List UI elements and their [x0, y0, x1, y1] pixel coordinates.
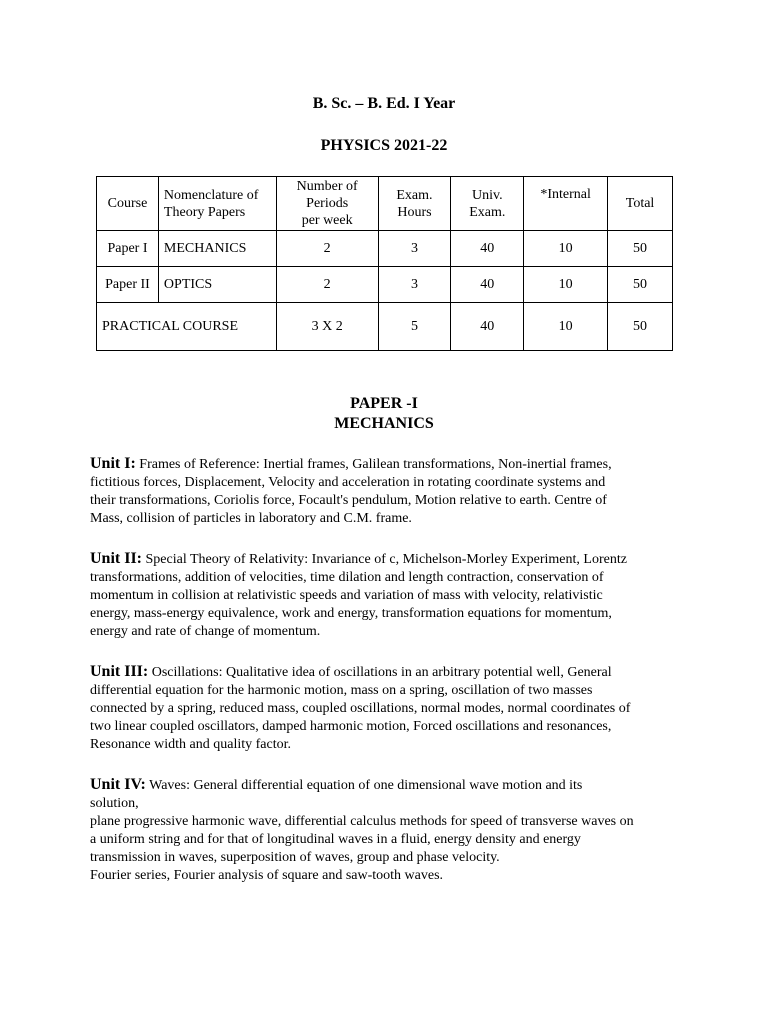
unit-line: Unit III: Oscillations: Qualitative idea of oscillations in an arbitrary potential well, General: [90, 663, 612, 680]
unit-line: momentum in collision at relativistic speeds and variation of mass with velocity, relativistic: [90, 588, 603, 603]
cell-total: 50: [608, 267, 673, 303]
unit-4-section: [90, 776, 690, 885]
cell-periods: 2: [276, 231, 378, 267]
cell-course: Paper I: [97, 231, 159, 267]
unit-line: Unit IV: Waves: General differential equation of one dimensional wave motion and its: [90, 776, 583, 793]
cell-periods: 3 X 2: [276, 303, 378, 351]
header-course: Course: [97, 177, 159, 231]
cell-internal: 10: [524, 267, 608, 303]
header-exam-hours: Exam. Hours: [378, 177, 451, 231]
unit-line: connected by a spring, reduced mass, coupled oscillations, normal modes, normal coordinates of: [90, 701, 631, 716]
unit-3-section: [90, 663, 690, 754]
unit-label: Unit IV:: [90, 776, 146, 793]
table-header-row: [97, 177, 673, 231]
cell-exam-hours: 5: [378, 303, 451, 351]
unit-line: Fourier series, Fourier analysis of square and saw-tooth waves.: [90, 868, 444, 883]
cell-univ-exam: 40: [451, 231, 524, 267]
unit-line: solution,: [90, 796, 139, 811]
header-periods: Number of Periods per week: [276, 177, 378, 231]
unit-line: Unit II: Special Theory of Relativity: Invariance of c, Michelson-Morley Experiment, Lorentz: [90, 550, 627, 567]
cell-periods: 2: [276, 267, 378, 303]
unit-line: fictitious forces, Displacement, Velocity and acceleration in rotating coordinate systems and: [90, 475, 606, 490]
unit-line: differential equation for the harmonic motion, mass on a spring, oscillation of two masses: [90, 683, 593, 698]
paper-title: PAPER -I: [350, 395, 418, 412]
course-table: [96, 176, 673, 351]
cell-total: 50: [608, 231, 673, 267]
cell-total: 50: [608, 303, 673, 351]
header-nomenclature: Nomenclature of Theory Papers: [158, 177, 276, 231]
unit-line: their transformations, Coriolis force, Focault's pendulum, Motion relative to earth. Centre of: [90, 493, 607, 508]
unit-line: energy and rate of change of momentum.: [90, 624, 321, 639]
unit-line: transformations, addition of velocities, time dilation and length contraction, conservation of: [90, 570, 604, 585]
unit-line: transmission in waves, superposition of waves, group and phase velocity.: [90, 850, 500, 865]
cell-univ-exam: 40: [451, 267, 524, 303]
table-row: [97, 303, 673, 351]
unit-line: Resonance width and quality factor.: [90, 737, 291, 752]
cell-internal: 10: [524, 303, 608, 351]
header-internal: *Internal: [524, 177, 608, 231]
unit-line: two linear coupled oscillators, damped harmonic motion, Forced oscillations and resonances,: [90, 719, 612, 734]
cell-univ-exam: 40: [451, 303, 524, 351]
table-row: [97, 267, 673, 303]
cell-internal: 10: [524, 231, 608, 267]
unit-label: Unit III:: [90, 663, 149, 680]
table-row: [97, 231, 673, 267]
unit-label: Unit I:: [90, 455, 136, 472]
unit-line: Mass, collision of particles in laboratory and C.M. frame.: [90, 511, 412, 526]
header-univ-exam: Univ. Exam.: [451, 177, 524, 231]
unit-line: Unit I: Frames of Reference: Inertial frames, Galilean transformations, Non-inertial frames,: [90, 455, 612, 472]
unit-1-section: [90, 455, 690, 528]
cell-course: Paper II: [97, 267, 159, 303]
unit-label: Unit II:: [90, 550, 143, 567]
paper-name: MECHANICS: [334, 415, 434, 432]
unit-line: a uniform string and for that of longitudinal waves in a fluid, energy density and energy: [90, 832, 581, 847]
unit-2-section: [90, 550, 690, 641]
cell-practical-course: PRACTICAL COURSE: [97, 303, 277, 351]
cell-exam-hours: 3: [378, 231, 451, 267]
unit-line: plane progressive harmonic wave, differential calculus methods for speed of transverse waves on: [90, 814, 634, 829]
document-title: B. Sc. – B. Ed. I Year: [312, 95, 456, 112]
cell-exam-hours: 3: [378, 267, 451, 303]
cell-paper-name: MECHANICS: [158, 231, 276, 267]
unit-line: energy, mass-energy equivalence, work and energy, transformation equations for momentum,: [90, 606, 612, 621]
document-subtitle: PHYSICS 2021-22: [320, 137, 448, 154]
cell-paper-name: OPTICS: [158, 267, 276, 303]
header-total: Total: [608, 177, 673, 231]
